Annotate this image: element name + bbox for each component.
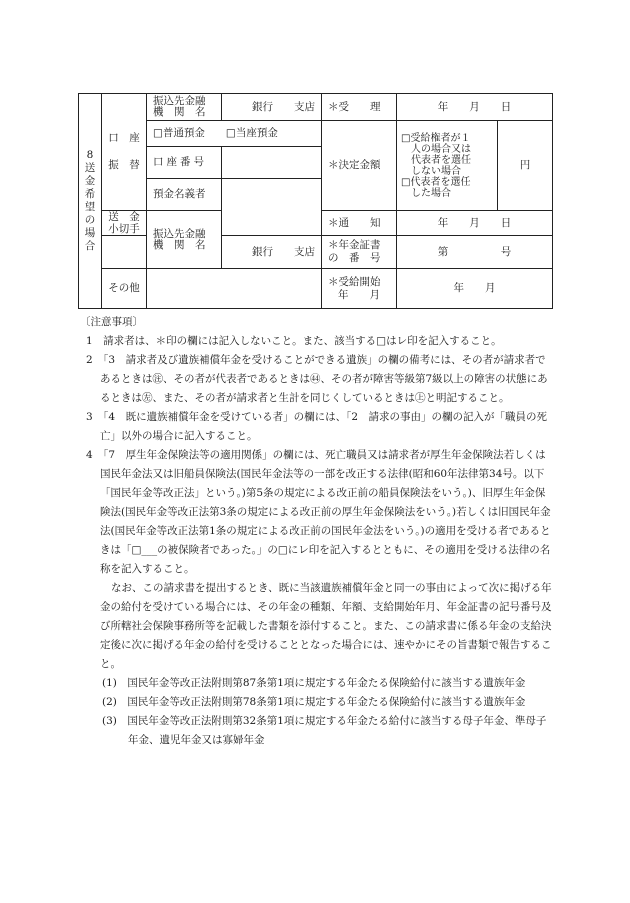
- decision-amount-label: ＊決定金額: [322, 121, 397, 211]
- section-title-char: 金: [84, 175, 96, 187]
- remit-bank-label-line1: 振込先金融: [153, 227, 206, 240]
- furikae-char: 振: [108, 159, 119, 171]
- remittance-form-table: [78, 93, 553, 309]
- remit-bank-label-line2: 機 関 名: [153, 238, 206, 251]
- pension-cert-label: [322, 236, 397, 269]
- decision-option-representative[interactable]: [401, 177, 493, 199]
- note-3: 3 「4 既に遺族補償年金を受けている者」の欄には、「2 請求の事由」の欄の記入が「職員の死亡」以外の場合に記入すること。: [86, 411, 548, 442]
- section-title-char: 送: [84, 162, 96, 174]
- koza-char: 座: [129, 132, 140, 144]
- bank-name-label: [147, 94, 222, 121]
- account-number-field[interactable]: [222, 147, 322, 179]
- decision-unit: 円: [498, 121, 553, 211]
- section-title-char: の: [84, 214, 96, 226]
- notes-heading: 〔注意事項〕: [80, 316, 143, 328]
- section-title-char: 合: [84, 240, 96, 252]
- notice-date-field[interactable]: 年 月 日: [397, 211, 553, 236]
- bank-name-field[interactable]: 銀行 支店: [222, 94, 322, 121]
- account-type-ordinary[interactable]: □普通預金: [153, 127, 205, 139]
- note-1: 1 請求者は、＊印の欄には記入しないこと。また、該当する□はレ印を記入すること。: [86, 335, 502, 347]
- decision-opt1-line: 人の場合又は: [411, 143, 471, 155]
- notes-section: [80, 313, 552, 750]
- pension-cert-label-line2: の 番 号: [328, 252, 381, 264]
- note-2: 2 「3 請求者及び遺族補償年金を受けることができる遺族」の欄の備考には、その者が請求者であるときは㊟、その者が代表者であるときは㊹、その者が障害等級第7級以上の障害の状態にあるときは㊧、また、その者が請求者と生計を同じくしているときは㊤と明記すること。: [86, 354, 548, 404]
- other-field[interactable]: [147, 269, 322, 309]
- receipt-date-field[interactable]: 年 月 日: [397, 94, 553, 121]
- pension-cert-number-field[interactable]: 第 号: [397, 236, 553, 269]
- decision-option-single[interactable]: [401, 133, 493, 177]
- remittance-label-line1: 送 金: [108, 211, 140, 223]
- note-4: 4 「7 厚生年金保険法等の適用関係」の欄には、死亡職員又は請求者が厚生年金保険法若しくは国民年金法又は旧船員保険法(国民年金法等の一部を改正する法律(昭和60年法律第34号。以下「国民年金等改正法」という。)第5条の規定による改正前の船員保険法をいう。)、旧厚生年金保険法(国民年金等改正法第3条の規定による改正前の厚生年金保険法をいう。)若しくは旧国民年金法(国民年金等改正法第1条の規定による改正前の国民年金法をいう。)の適用を受ける者であるときは「□___の被保険者であった。」の□にレ印を記入するとともに、その適用を受ける法律の名称を記入すること。: [86, 449, 551, 575]
- account-holder-label: 預金名義者: [147, 179, 222, 211]
- account-type-field[interactable]: [147, 121, 322, 147]
- decision-opt2-line: □代表者を選任: [401, 176, 471, 188]
- section-title-char: 望: [84, 201, 96, 213]
- decision-options[interactable]: [397, 121, 498, 211]
- account-type-current[interactable]: □当座預金: [225, 127, 278, 139]
- remit-bank-name-label: [147, 211, 222, 269]
- remittance-check-label: [102, 211, 147, 236]
- payment-start-label-line1: ＊受給開始: [328, 275, 381, 288]
- koza-furikae-label: [102, 94, 147, 211]
- section-title-char: 希: [84, 188, 96, 200]
- decision-opt1-line: □受給権者が１: [401, 132, 471, 144]
- payment-start-field[interactable]: 年 月: [397, 269, 553, 309]
- decision-opt1-line: しない場合: [411, 165, 461, 177]
- bank-name-label-line1: 振込先金融: [153, 95, 206, 107]
- bank-name-label-line2: 機 関 名: [153, 106, 206, 118]
- pension-cert-label-line1: ＊年金証書: [328, 239, 381, 251]
- account-holder-field[interactable]: [222, 179, 322, 236]
- note-supplement: なお、この請求書を提出するとき、既に当該遺族補償年金と同一の事由によって次に掲げる年金の給付を受けている場合には、その年金の種類、年額、支給開始年月、年金証書の記号番号及び所轄社会保険事務所等を記載した書類を添付すること。また、この請求書に係る年金の支給決定後に次に掲げる年金の給付を受けることとなった場合には、速やかにその旨書類で報告すること。: [100, 582, 552, 670]
- section-number: 8: [86, 149, 94, 161]
- remit-bank-name-field[interactable]: 銀行 支店: [222, 236, 322, 269]
- note-sub-3: (3) 国民年金等改正法附則第32条第1項に規定する年金たる給付に該当する母子年金、準母子年金、遺児年金又は寡婦年金: [102, 715, 547, 746]
- notice-label: ＊通 知: [322, 211, 397, 236]
- other-label: その他: [102, 269, 147, 309]
- note-sub-1: (1) 国民年金等改正法附則第87条第1項に規定する年金たる保険給付に該当する遺族年金: [102, 677, 526, 689]
- decision-opt2-line: した場合: [411, 187, 451, 199]
- payment-start-label-line2: 年 月: [338, 288, 380, 301]
- section-title-char: 場: [84, 227, 96, 239]
- koza-char: 口: [108, 132, 119, 144]
- furikae-char: 替: [129, 159, 140, 171]
- section-title: [79, 94, 102, 309]
- remittance-label-line2: 小切手: [108, 223, 140, 235]
- payment-start-label: [322, 269, 397, 309]
- note-sub-2: (2) 国民年金等改正法附則第78条第1項に規定する年金たる保険給付に該当する遺族年金: [102, 696, 526, 708]
- remittance-check-cont: [102, 236, 147, 269]
- decision-opt1-line: 代表者を選任: [411, 154, 471, 166]
- receipt-label: ＊受 理: [322, 94, 397, 121]
- account-number-label: 口座番号: [147, 147, 222, 179]
